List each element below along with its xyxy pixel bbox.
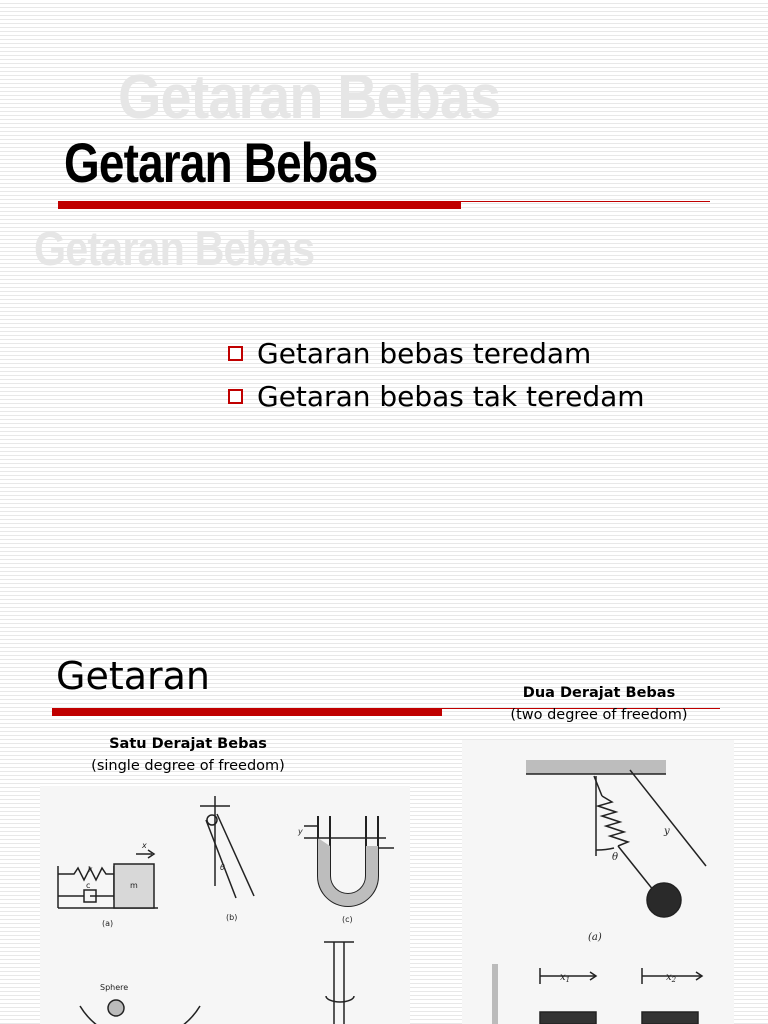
bullet-text: Getaran bebas tak teredam — [257, 380, 645, 413]
bullet-text: Getaran bebas teredam — [257, 337, 592, 370]
single-dof-figure — [40, 786, 410, 1024]
bullet-item — [228, 332, 645, 375]
label-a: (a) — [588, 932, 602, 943]
title-watermark-bottom: Getaran Bebas — [34, 223, 315, 276]
bullet-item — [228, 375, 645, 418]
label-a: (a) — [102, 919, 114, 928]
label-x2: $x_2$ — [666, 972, 677, 984]
single-dof-heading: Satu Derajat Bebas — [109, 736, 267, 752]
label-x: x — [142, 841, 147, 850]
slide-2 — [0, 640, 768, 1024]
label-b: (b) — [226, 913, 238, 922]
double-dof-subheading: (two degree of freedom) — [510, 707, 688, 723]
label-c-fig: (c) — [342, 915, 353, 924]
title-underline-thick — [52, 708, 442, 716]
label-m: m — [130, 881, 138, 890]
square-bullet-icon — [228, 346, 243, 361]
label-sphere: Sphere — [100, 983, 129, 992]
square-bullet-icon — [228, 389, 243, 404]
label-x1: $x_1$ — [560, 972, 571, 984]
label-c: c — [86, 881, 91, 890]
title-underline-thick — [58, 201, 461, 209]
single-dof-caption — [62, 733, 314, 777]
slide-title: Getaran Bebas — [64, 131, 378, 194]
title-underline-thin — [461, 201, 710, 202]
label-theta: θ — [612, 852, 619, 863]
label-y: y — [664, 826, 670, 837]
double-dof-diagram — [462, 740, 734, 1024]
single-dof-subheading: (single degree of freedom) — [91, 758, 285, 774]
label-theta: θ — [220, 863, 225, 872]
label-y: y — [298, 827, 303, 836]
bullet-list — [228, 332, 645, 418]
title-watermark-top: Getaran Bebas — [118, 63, 501, 132]
label-k: k — [88, 865, 93, 874]
slide-title: Getaran — [56, 654, 211, 698]
double-dof-heading: Dua Derajat Bebas — [522, 685, 676, 701]
single-dof-diagram — [40, 786, 410, 1024]
double-dof-figure — [462, 740, 734, 1024]
double-dof-caption — [474, 682, 724, 726]
